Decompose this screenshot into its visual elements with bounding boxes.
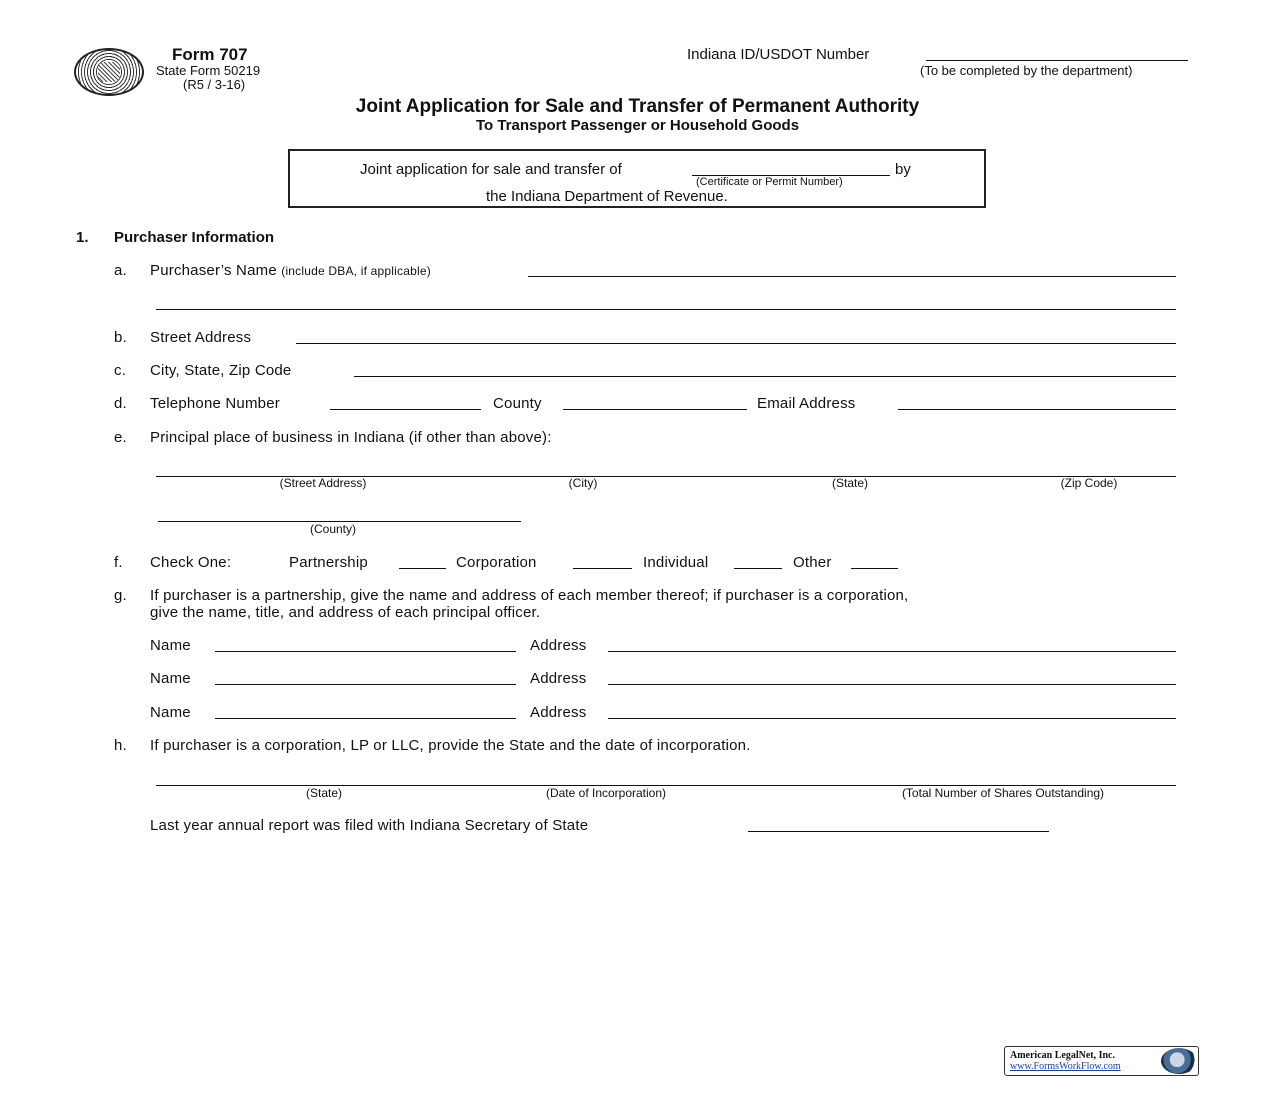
purchaser-name-note: (include DBA, if applicable) [281, 264, 431, 278]
member-address-field[interactable] [608, 718, 1176, 719]
option-partnership-field[interactable] [399, 568, 446, 569]
caption-zip-code: (Zip Code) [1060, 476, 1118, 490]
telephone-field[interactable] [330, 409, 481, 410]
caption-city: (City) [568, 476, 598, 490]
member-name-label: Name [150, 637, 191, 654]
member-name-label: Name [150, 670, 191, 687]
item-h-letter: h. [114, 737, 127, 754]
caption-date-of-incorporation: (Date of Incorporation) [545, 786, 667, 800]
box-line-1: Joint application for sale and transfer of [360, 161, 622, 178]
city-state-zip-label: City, State, Zip Code [150, 362, 292, 379]
item-g-letter: g. [114, 587, 127, 604]
member-address-label: Address [530, 704, 587, 721]
annual-report-label: Last year annual report was filed with Indiana Secretary of State [150, 817, 589, 834]
member-address-field[interactable] [608, 651, 1176, 652]
id-usdot-field[interactable] [926, 60, 1188, 61]
globe-icon [1161, 1048, 1197, 1074]
principal-place-label: Principal place of business in Indiana (if other than above): [150, 429, 552, 446]
item-f-letter: f. [114, 554, 123, 571]
member-address-field[interactable] [608, 684, 1176, 685]
option-other-label: Other [793, 554, 832, 571]
purchaser-name-field-2[interactable] [156, 309, 1176, 310]
member-address-label: Address [530, 670, 587, 687]
option-partnership-label: Partnership [289, 554, 368, 571]
section-number: 1. [76, 229, 89, 246]
state-form-number: State Form 50219 [156, 63, 261, 78]
item-b-letter: b. [114, 329, 127, 346]
members-instruction-1: If purchaser is a partnership, give the name and address of each member thereof; if purchaser is a corporation, [150, 587, 909, 604]
option-corporation-field[interactable] [573, 568, 632, 569]
form-subtitle: To Transport Passenger or Household Goods [475, 117, 800, 134]
id-usdot-label: Indiana ID/USDOT Number [687, 46, 870, 63]
purchaser-name-field[interactable] [528, 276, 1176, 277]
county-field[interactable] [563, 409, 747, 410]
member-name-field[interactable] [215, 718, 516, 719]
member-name-field[interactable] [215, 684, 516, 685]
email-label: Email Address [757, 395, 856, 412]
telephone-label: Telephone Number [150, 395, 280, 412]
caption-street-address: (Street Address) [279, 476, 367, 490]
email-field[interactable] [898, 409, 1176, 410]
county-label: County [493, 395, 542, 412]
id-usdot-note: (To be completed by the department) [920, 63, 1133, 78]
option-individual-label: Individual [643, 554, 709, 571]
caption-inc-state: (State) [305, 786, 342, 800]
purchaser-name-text: Purchaser’s Name [150, 262, 277, 279]
member-name-field[interactable] [215, 651, 516, 652]
option-individual-field[interactable] [734, 568, 782, 569]
box-line-2: the Indiana Department of Revenue. [486, 188, 728, 205]
option-other-field[interactable] [851, 568, 898, 569]
item-d-letter: d. [114, 395, 127, 412]
legalnet-company: American LegalNet, Inc. [1010, 1050, 1115, 1061]
box-by: by [895, 161, 911, 178]
street-address-field[interactable] [296, 343, 1176, 344]
city-state-zip-field[interactable] [354, 376, 1176, 377]
section-title: Purchaser Information [114, 229, 275, 246]
item-e-letter: e. [114, 429, 127, 446]
check-one-label: Check One: [150, 554, 232, 571]
revision-date: (R5 / 3-16) [183, 77, 246, 92]
purchaser-name-label [150, 262, 431, 279]
caption-shares-outstanding: (Total Number of Shares Outstanding) [901, 786, 1105, 800]
incorporation-label: If purchaser is a corporation, LP or LLC, provide the State and the date of incorporation. [150, 737, 751, 754]
item-c-letter: c. [114, 362, 127, 379]
member-name-label: Name [150, 704, 191, 721]
annual-report-field[interactable] [748, 831, 1049, 832]
legalnet-url-link[interactable]: www.FormsWorkFlow.com [1010, 1061, 1121, 1072]
form-title: Joint Application for Sale and Transfer of Permanent Authority [355, 96, 920, 117]
form-number: Form 707 [172, 45, 248, 64]
members-instruction-2: give the name, title, and address of each principal officer. [150, 604, 541, 621]
certificate-note: (Certificate or Permit Number) [696, 176, 843, 188]
caption-state: (State) [831, 476, 868, 490]
state-seal-icon [74, 48, 144, 96]
caption-county: (County) [309, 522, 356, 536]
option-corporation-label: Corporation [456, 554, 537, 571]
street-address-label: Street Address [150, 329, 252, 346]
member-address-label: Address [530, 637, 587, 654]
item-a-letter: a. [114, 262, 127, 279]
